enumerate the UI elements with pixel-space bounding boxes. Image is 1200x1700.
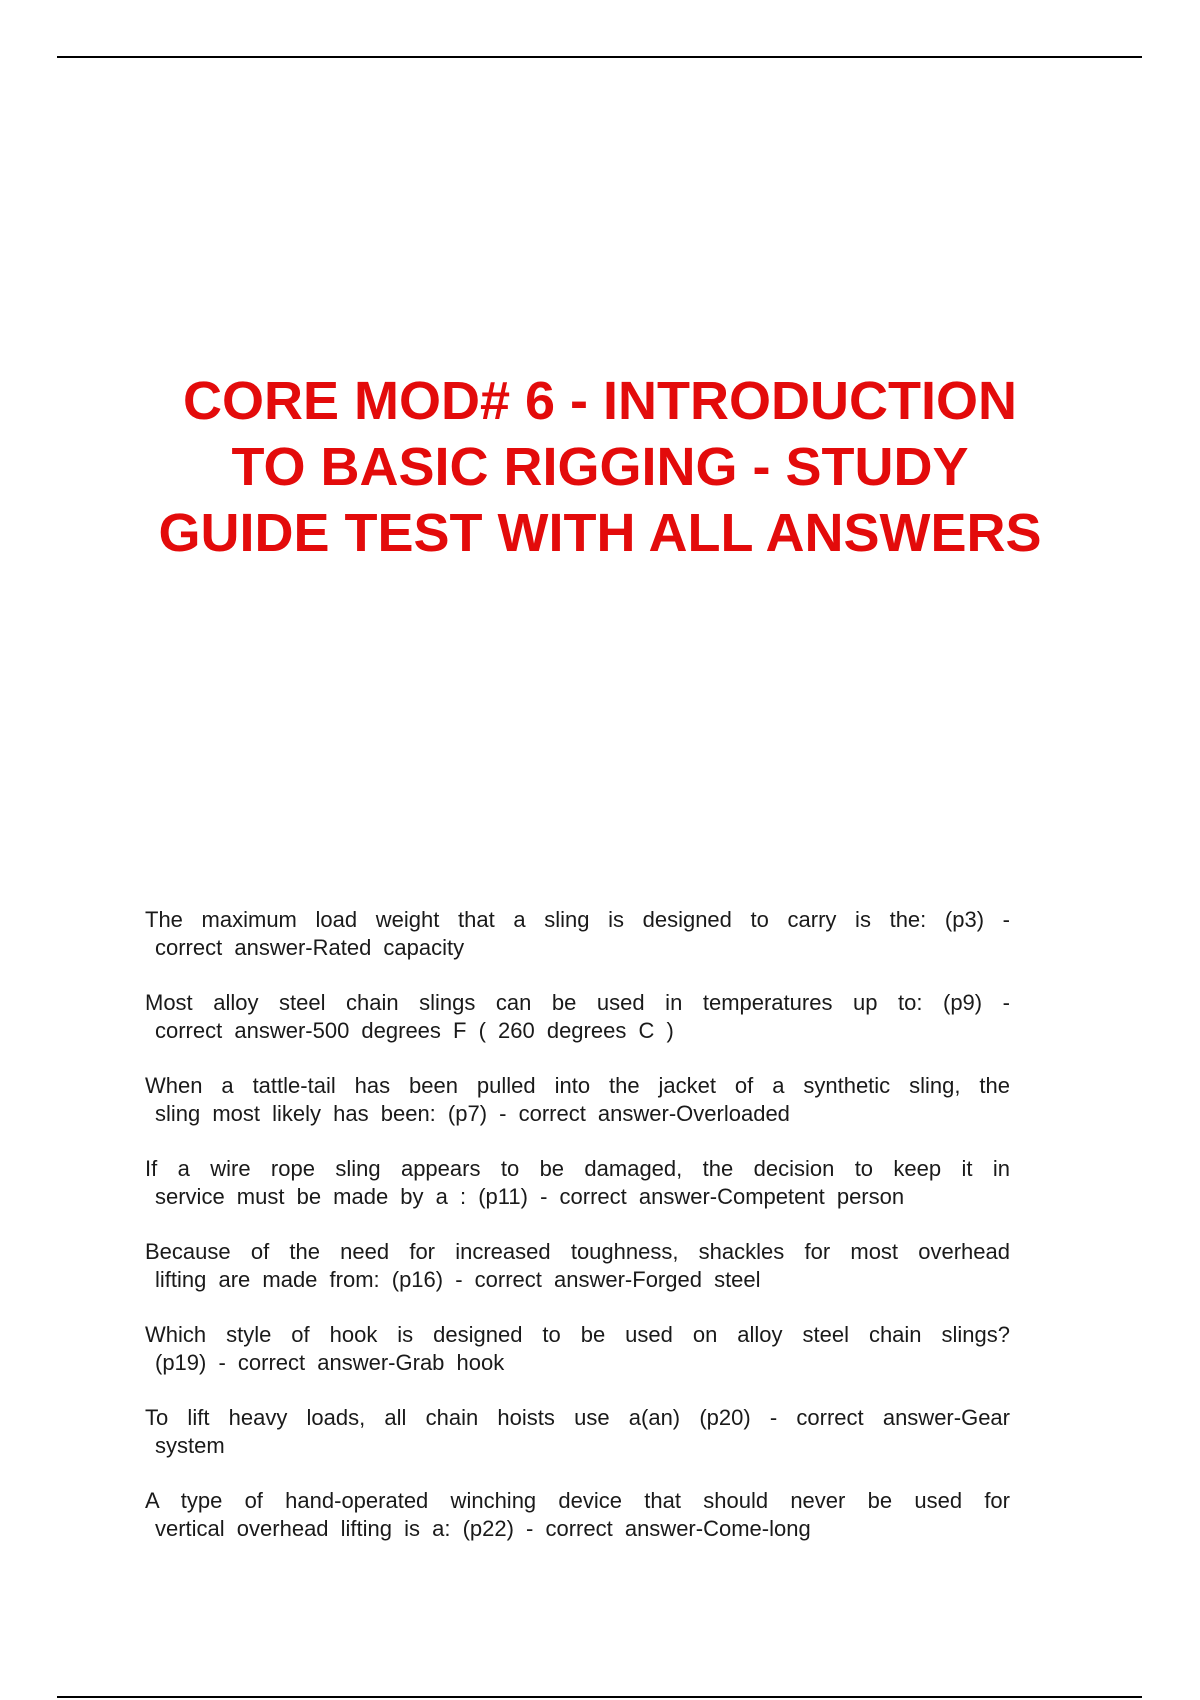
top-rule [57, 56, 1142, 58]
question-item [145, 1321, 1010, 1377]
question-item [145, 1238, 1010, 1294]
question-line: Because of the need for increased toughness, shackles for most overhead [145, 1239, 1010, 1264]
question-item [145, 1155, 1010, 1211]
question-item [145, 906, 1010, 962]
question-line: Most alloy steel chain slings can be used in temperatures up to: (p9) - [145, 990, 1010, 1015]
answer-line: correct answer-500 degrees F ( 260 degrees C ) [155, 1018, 674, 1043]
answer-line: service must be made by a : (p11) - correct answer-Competent person [155, 1184, 905, 1209]
question-item [145, 1404, 1010, 1460]
bottom-rule [57, 1696, 1142, 1698]
question-line: When a tattle-tail has been pulled into the jacket of a synthetic sling, the [145, 1073, 1010, 1098]
document-title: CORE MOD# 6 - INTRODUCTION TO BASIC RIGGING - STUDY GUIDE TEST WITH ALL ANSWERS [158, 371, 1042, 563]
question-line: The maximum load weight that a sling is designed to carry is the: (p3) - [145, 907, 1010, 932]
answer-line: sling most likely has been: (p7) - correct answer-Overloaded [155, 1101, 790, 1126]
question-item [145, 989, 1010, 1045]
answer-line: correct answer-Rated capacity [155, 935, 465, 960]
answer-line: vertical overhead lifting is a: (p22) - correct answer-Come-long [155, 1516, 811, 1541]
question-line: Which style of hook is designed to be used on alloy steel chain slings? [145, 1322, 1010, 1347]
answer-line: (p19) - correct answer-Grab hook [155, 1350, 505, 1375]
answer-line: system [155, 1433, 225, 1458]
question-list [145, 906, 1010, 1570]
answer-line: lifting are made from: (p16) - correct answer-Forged steel [155, 1267, 761, 1292]
question-line: To lift heavy loads, all chain hoists use a(an) (p20) - correct answer-Gear [145, 1405, 1010, 1430]
question-item [145, 1487, 1010, 1543]
question-line: A type of hand-operated winching device that should never be used for [145, 1488, 1010, 1513]
question-line: If a wire rope sling appears to be damaged, the decision to keep it in [145, 1156, 1010, 1181]
question-item [145, 1072, 1010, 1128]
